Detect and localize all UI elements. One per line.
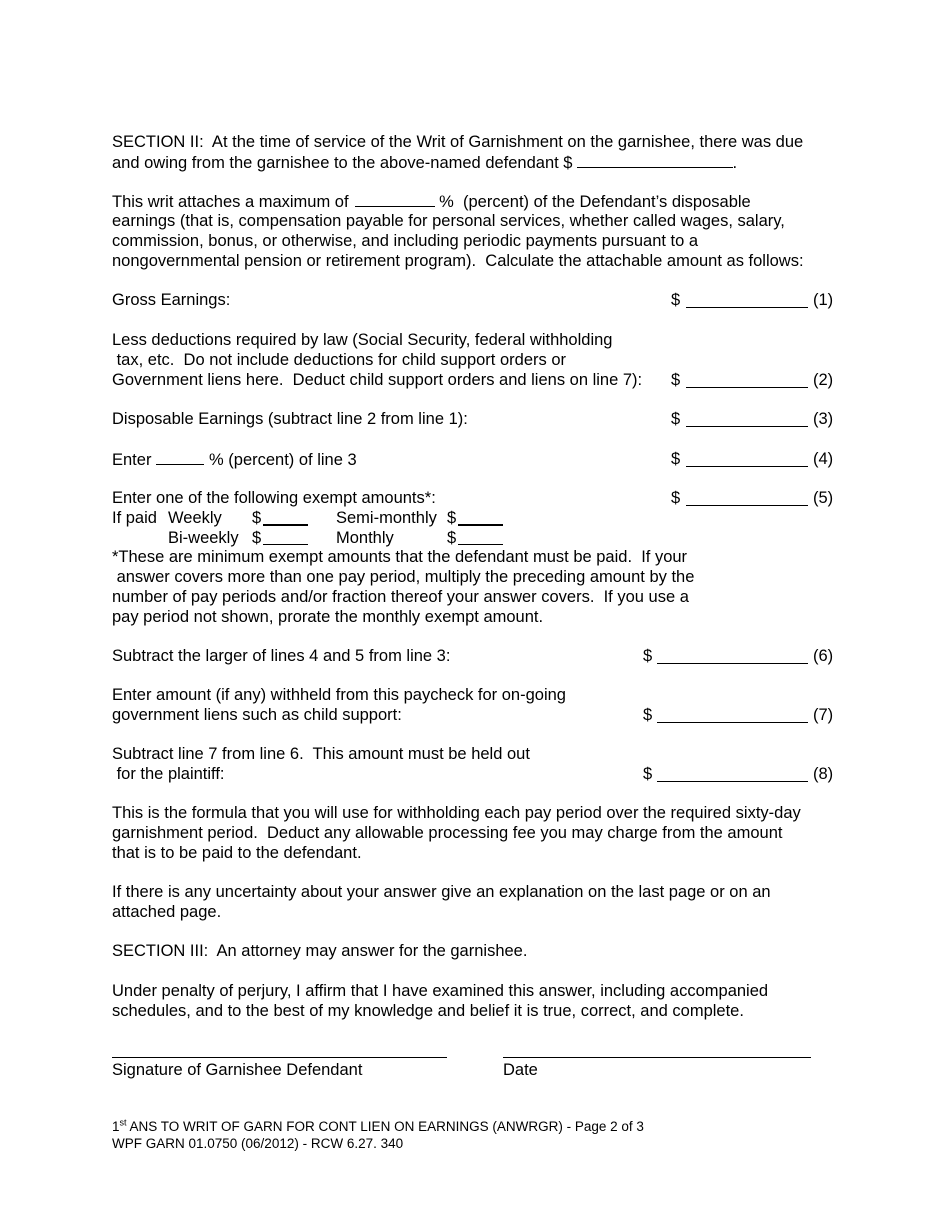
semi-monthly-amount-blank[interactable] <box>458 524 503 526</box>
line7-amount-blank[interactable] <box>657 722 808 723</box>
signature-line[interactable] <box>112 1057 447 1058</box>
line5-label: Enter one of the following exempt amounts*: <box>112 489 436 507</box>
line1-label: Gross Earnings: <box>112 291 231 309</box>
line8-number: (8) <box>813 765 834 783</box>
line2-label-2: tax, etc. Do not include deductions for child support orders or <box>112 351 566 369</box>
line2-number: (2) <box>813 371 834 389</box>
line5-number: (5) <box>813 489 834 507</box>
monthly-dollar: $ <box>447 529 457 547</box>
uncertainty-line1: If there is any uncertainty about your answer give an explanation on the last page or on an <box>112 883 771 901</box>
exempt-note-1: *These are minimum exempt amounts that the defendant must be paid. If your <box>112 548 688 566</box>
date-label: Date <box>503 1061 538 1079</box>
formula-line1: This is the formula that you will use for withholding each pay period over the required sixty-day <box>112 804 801 822</box>
line3-dollar: $ <box>671 410 681 428</box>
line4-percent-blank[interactable] <box>156 449 204 465</box>
line3-amount-blank[interactable] <box>686 426 808 427</box>
line6-dollar: $ <box>643 647 653 665</box>
monthly-label: Monthly <box>336 529 394 547</box>
line5-dollar: $ <box>671 489 681 507</box>
bi-weekly-amount-blank[interactable] <box>263 544 308 545</box>
line2-dollar: $ <box>671 371 681 389</box>
line1-amount-blank[interactable] <box>686 307 808 308</box>
line6-label: Subtract the larger of lines 4 and 5 from line 3: <box>112 647 451 665</box>
line4-amount-blank[interactable] <box>686 466 808 467</box>
line7-dollar: $ <box>643 706 653 724</box>
footer-line1: 1st ANS TO WRIT OF GARN FOR CONT LIEN ON EARNINGS (ANWRGR) - Page 2 of 3 <box>112 1117 644 1134</box>
amount-due-blank[interactable] <box>577 152 733 168</box>
line3-number: (3) <box>813 410 834 428</box>
bi-weekly-dollar: $ <box>252 529 262 547</box>
uncertainty-line2: attached page. <box>112 903 222 921</box>
semi-monthly-dollar: $ <box>447 509 457 527</box>
date-line[interactable] <box>503 1057 811 1058</box>
line7-number: (7) <box>813 706 834 724</box>
weekly-amount-blank[interactable] <box>263 524 308 526</box>
attach-line3: commission, bonus, or otherwise, and including periodic payments pursuant to a <box>112 232 699 250</box>
line1-dollar: $ <box>671 291 681 309</box>
exempt-note-2: answer covers more than one pay period, multiply the preceding amount by the <box>112 568 695 586</box>
line8-dollar: $ <box>643 765 653 783</box>
monthly-amount-blank[interactable] <box>458 544 503 545</box>
semi-monthly-label: Semi-monthly <box>336 509 437 527</box>
section2-line2: and owing from the garnishee to the above-named defendant $ . <box>112 154 738 172</box>
section2-line1: SECTION II: At the time of service of the Writ of Garnishment on the garnishee, there was due <box>112 133 804 151</box>
line7-label-2: government liens such as child support: <box>112 706 402 724</box>
exempt-note-4: pay period not shown, prorate the monthly exempt amount. <box>112 608 544 626</box>
line4-dollar: $ <box>671 450 681 468</box>
line1-number: (1) <box>813 291 834 309</box>
weekly-dollar: $ <box>252 509 262 527</box>
footer-line2: WPF GARN 01.0750 (06/2012) - RCW 6.27. 340 <box>112 1136 404 1151</box>
section3-text: SECTION III: An attorney may answer for the garnishee. <box>112 942 528 960</box>
bi-weekly-label: Bi-weekly <box>168 529 239 547</box>
line6-number: (6) <box>813 647 834 665</box>
line7-label-1: Enter amount (if any) withheld from this paycheck for on-going <box>112 686 566 704</box>
formula-line3: that is to be paid to the defendant. <box>112 844 362 862</box>
max-percent-blank[interactable] <box>355 191 435 207</box>
line4-label: Enter % (percent) of line 3 <box>112 451 357 469</box>
line5-amount-blank[interactable] <box>686 505 808 506</box>
line4-number: (4) <box>813 450 834 468</box>
line2-amount-blank[interactable] <box>686 387 808 388</box>
attach-line4: nongovernmental pension or retirement program). Calculate the attachable amount as follows: <box>112 252 804 270</box>
line2-label-3: Government liens here. Deduct child support orders and liens on line 7): <box>112 371 643 389</box>
signature-label: Signature of Garnishee Defendant <box>112 1061 363 1079</box>
line2-label-1: Less deductions required by law (Social Security, federal withholding <box>112 331 613 349</box>
exempt-note-3: number of pay periods and/or fraction thereof your answer covers. If you use a <box>112 588 689 606</box>
attach-line1: This writ attaches a maximum of % (percent) of the Defendant’s disposable <box>112 193 751 211</box>
line8-label-1: Subtract line 7 from line 6. This amount must be held out <box>112 745 530 763</box>
weekly-label: Weekly <box>168 509 222 527</box>
line6-amount-blank[interactable] <box>657 663 808 664</box>
formula-line2: garnishment period. Deduct any allowable processing fee you may charge from the amount <box>112 824 783 842</box>
line8-label-2: for the plaintiff: <box>112 765 225 783</box>
attach-line2: earnings (that is, compensation payable for personal services, whether called wages, salary, <box>112 212 785 230</box>
perjury-line1: Under penalty of perjury, I affirm that I have examined this answer, including accompanied <box>112 982 769 1000</box>
perjury-line2: schedules, and to the best of my knowledge and belief it is true, correct, and complete. <box>112 1002 744 1020</box>
line8-amount-blank[interactable] <box>657 781 808 782</box>
line3-label: Disposable Earnings (subtract line 2 from line 1): <box>112 410 468 428</box>
if-paid-label: If paid <box>112 509 157 527</box>
